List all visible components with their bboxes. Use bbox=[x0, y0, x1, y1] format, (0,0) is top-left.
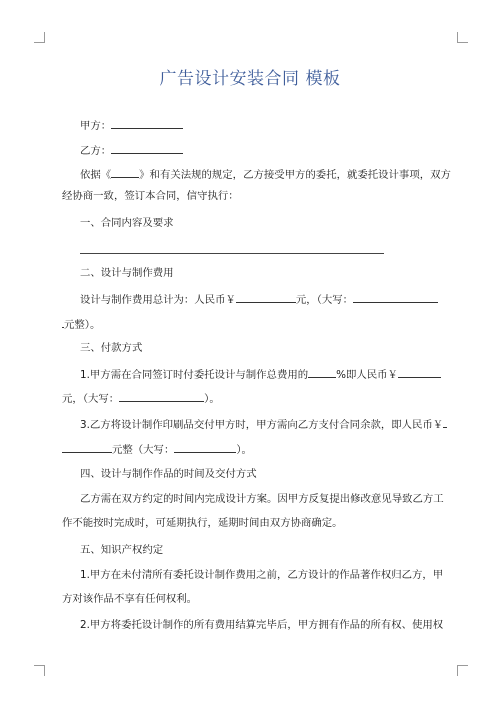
party-b-line bbox=[80, 142, 183, 158]
payment-2-amount-blank[interactable] bbox=[62, 441, 112, 453]
payment-1-text: 1.甲方需在合同签订时付委托设计与制作总费用的 bbox=[80, 369, 309, 381]
party-a-label: 甲方： bbox=[80, 120, 112, 132]
payment-1-words-blank[interactable] bbox=[119, 390, 204, 402]
party-a-blank[interactable] bbox=[111, 117, 183, 129]
crop-mark-bottom-right bbox=[457, 665, 468, 676]
payment-1-line-2 bbox=[62, 390, 220, 406]
payment-1-line-1 bbox=[80, 366, 441, 382]
party-a-line bbox=[80, 117, 183, 133]
document-title: 广告设计安装合同 模板 bbox=[159, 69, 341, 89]
time-line-1: 乙方需在双方约定的时间内完成设计方案。因甲方反复提出修改意见导致乙方工 bbox=[80, 493, 444, 505]
section-3-heading: 三、付款方式 bbox=[80, 342, 143, 354]
payment-2-amount-blank-start[interactable] bbox=[443, 416, 447, 428]
section-2-heading: 二、设计与制作费用 bbox=[80, 267, 174, 279]
crop-mark-bottom-left bbox=[34, 665, 45, 676]
section-5-heading: 五、知识产权约定 bbox=[80, 544, 164, 556]
payment-1-text-end: ）。 bbox=[204, 393, 220, 405]
law-name-blank[interactable] bbox=[111, 166, 139, 178]
fee-line-1 bbox=[80, 291, 438, 307]
section-1-heading: 一、合同内容及要求 bbox=[80, 217, 174, 229]
ip-1-line-2: 方对该作品不享有任何权利。 bbox=[62, 593, 198, 605]
party-b-blank[interactable] bbox=[111, 142, 183, 154]
payment-2-words-blank[interactable] bbox=[174, 441, 236, 453]
section-4-heading: 四、设计与制作作品的时间及交付方式 bbox=[80, 468, 257, 480]
crop-mark-top-right bbox=[457, 32, 468, 43]
ip-2-line-1: 2.甲方将委托设计制作的所有费用结算完毕后，甲方拥有作品的所有权、使用权 bbox=[80, 619, 444, 631]
payment-2-text: 3.乙方将设计制作印刷品交付甲方时，甲方需向乙方支付合同余款，即人民币￥ bbox=[80, 419, 444, 431]
fee-amount-blank[interactable] bbox=[236, 291, 296, 303]
ip-1-line-1: 1.甲方在未付清所有委托设计制作费用之前，乙方设计的作品著作权归乙方，甲 bbox=[80, 569, 444, 581]
payment-1-text-words: 元，（大写： bbox=[62, 393, 120, 405]
payment-2-text-end: ）。 bbox=[236, 444, 252, 456]
fee-line-2 bbox=[62, 316, 100, 332]
crop-mark-top-left bbox=[34, 32, 45, 43]
fee-words-blank[interactable] bbox=[353, 291, 438, 303]
payment-2-text-words: 元整（大写： bbox=[112, 444, 175, 456]
payment-1-amount-blank[interactable] bbox=[398, 366, 441, 378]
intro-text-cont: 》和有关法规的规定，乙方接受甲方的委托，就委托设计事项，双方 bbox=[139, 169, 451, 181]
intro-line-2: 经协商一致，签订本合同，信守执行： bbox=[62, 190, 239, 202]
intro-text: 依据《 bbox=[80, 169, 112, 181]
fee-text-cont: 元，（大写： bbox=[295, 294, 354, 306]
contract-content-blank-line[interactable] bbox=[80, 253, 384, 254]
fee-text: 设计与制作费用总计为：人民币￥ bbox=[80, 294, 236, 306]
payment-2-line-2 bbox=[62, 441, 252, 457]
fee-text-end: 元整）。 bbox=[64, 319, 101, 331]
payment-2-line-1 bbox=[80, 416, 447, 432]
intro-line-1 bbox=[80, 166, 451, 182]
time-line-2: 作不能按时完成时，可延期执行，延期时间由双方协商确定。 bbox=[62, 517, 343, 529]
payment-1-text-cont: %即人民币￥ bbox=[336, 369, 398, 381]
party-b-label: 乙方： bbox=[80, 145, 112, 157]
percent-blank[interactable] bbox=[308, 366, 336, 378]
